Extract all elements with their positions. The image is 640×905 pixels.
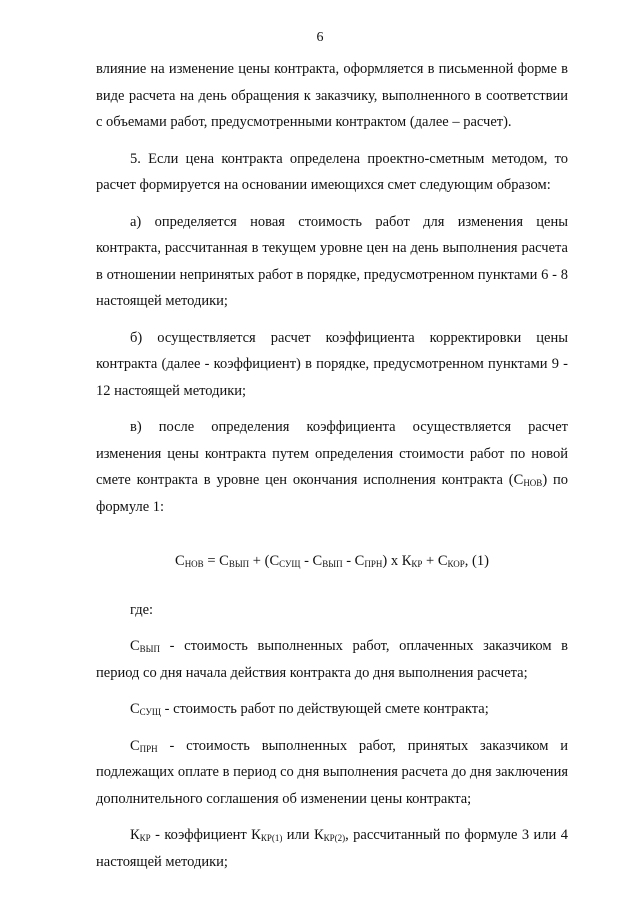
formula-plus-open: + ( bbox=[249, 553, 270, 569]
definition-c-vyp bbox=[96, 633, 568, 686]
formula-minus: - bbox=[300, 553, 313, 569]
formula-sub-kor: КОР bbox=[447, 559, 465, 569]
definition-c-sushch bbox=[96, 696, 568, 723]
definition-text: - стоимость выполненных работ, принятых заказчиком и подлежащих оплате в период со дня выполнения расчета до дня заключения дополнительного соглашения об изменении цены контракта; bbox=[96, 737, 568, 807]
paragraph-item-5: 5. Если цена контракта определена проектно-сметным методом, то расчет формируется на основании имеющихся смет следующим образом: bbox=[96, 150, 568, 193]
formula-c: С bbox=[219, 553, 229, 569]
definition-symbol: К bbox=[313, 827, 324, 843]
definition-subscript: КР(1) bbox=[260, 833, 283, 843]
definition-symbol: С bbox=[130, 701, 140, 717]
formula-sub-vyp: ВЫП bbox=[228, 559, 250, 569]
definition-text: - стоимость работ по действующей смете контракта; bbox=[161, 701, 489, 717]
definition-subscript: ВЫП bbox=[139, 644, 161, 654]
definition-subscript: ПРН bbox=[139, 743, 158, 754]
formula-eq: = bbox=[203, 553, 220, 569]
where-label: где: bbox=[130, 601, 154, 618]
subitem-v-tail: ) по формуле 1: bbox=[96, 472, 568, 515]
formula-sub-vyp: ВЫП bbox=[322, 559, 343, 569]
definition-symbol: К bbox=[130, 827, 140, 843]
page-number: 6 bbox=[316, 30, 324, 45]
paragraph-subitem-a: а) определяется новая стоимость работ для изменения цены контракта, рассчитанная в текущем уровне цен на день выполнения расчета в отношении непринятых работ в порядке, предусмотренном пунктами 6 - 8 настоящей методики; bbox=[96, 213, 568, 309]
definition-text: - стоимость выполненных работ, оплаченных заказчиком в период со дня начала действия контракта до дня выполнения расчета; bbox=[96, 638, 568, 681]
definition-symbol: С bbox=[130, 737, 140, 754]
formula-tail: , (1) bbox=[464, 553, 489, 569]
definition-text: - коэффициент bbox=[150, 827, 252, 843]
symbol-c-nov: С bbox=[513, 472, 524, 488]
formula-sub-sushch: СУЩ bbox=[279, 559, 301, 569]
definition-subscript: СУЩ bbox=[139, 707, 162, 717]
definition-symbol: С bbox=[130, 638, 140, 654]
formula-c: С bbox=[354, 553, 365, 569]
formula-c: С bbox=[437, 553, 448, 569]
definition-subscript: КР(2) bbox=[323, 833, 346, 843]
formula-plus: + bbox=[422, 553, 438, 569]
paragraph-subitem-b: б) осуществляется расчет коэффициента корректировки цены контракта (далее - коэффициент) в порядке, предусмотренном пунктами 9 - 12 настоящей методики; bbox=[96, 329, 568, 399]
definition-text: , рассчитанный по формуле 3 или 4 настоящей методики; bbox=[96, 827, 568, 870]
definition-subscript: КР bbox=[139, 833, 151, 843]
formula-1 bbox=[96, 548, 568, 575]
subscript-nov: НОВ bbox=[523, 478, 543, 488]
document-body bbox=[96, 56, 568, 875]
definition-k-kr bbox=[96, 822, 568, 875]
paragraph-subitem-v bbox=[96, 414, 568, 520]
definition-c-prn bbox=[96, 733, 568, 813]
formula-minus: - bbox=[342, 553, 355, 569]
formula-sub-kr: КР bbox=[411, 559, 423, 569]
formula-sub-nov: НОВ bbox=[184, 559, 204, 569]
definition-symbol: К bbox=[251, 827, 261, 843]
paragraph-intro: влияние на изменение цены контракта, оформляется в письменной форме в виде расчета на день обращения к заказчику, выполненного в соответствии с объемами работ, предусмотренными контрактом (далее – расчет). bbox=[96, 61, 568, 130]
formula-k: К bbox=[401, 553, 412, 569]
formula-c: С bbox=[175, 553, 185, 569]
formula-sub-prn: ПРН bbox=[364, 559, 383, 569]
formula-close-x: ) x bbox=[382, 553, 402, 569]
definition-text: или bbox=[282, 827, 314, 843]
formula-c: С bbox=[269, 553, 280, 569]
formula-c: С bbox=[312, 553, 323, 569]
subitem-v-text: в) после определения коэффициента осуществляется расчет изменения цены контракта путем определения стоимости работ по новой смете контракта в уровне цен окончания исполнения контракта ( bbox=[96, 419, 568, 488]
